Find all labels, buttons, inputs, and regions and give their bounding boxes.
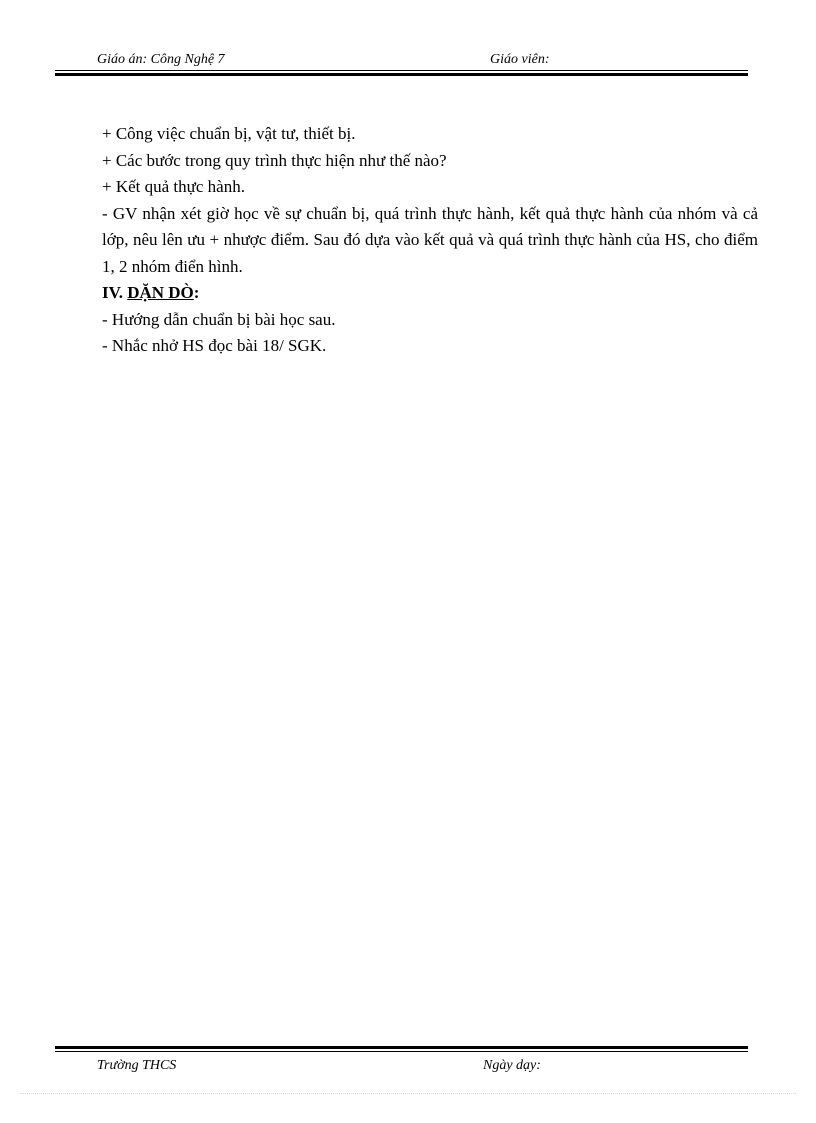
section-title: DẶN DÒ [127, 283, 194, 302]
page-content [102, 121, 758, 360]
footer-rule [55, 1046, 748, 1054]
page-header [55, 50, 748, 70]
footer-teaching-date-label: Ngày dạy: [483, 1058, 541, 1073]
header-rule [55, 70, 748, 78]
header-teacher-label: Giáo viên: [490, 52, 550, 67]
page-footer [55, 1056, 748, 1076]
homework-item-read-lesson-18: - Nhắc nhở HS đọc bài 18/ SGK. [102, 336, 327, 355]
body-teacher-evaluation: - GV nhận xét giờ học về sự chuẩn bị, quá trình thực hành, kết quả thực hành của nhóm và cả lớp, nêu lên ưu + nhược điểm. Sau đó dựa vào kết quả và quá trình thực hành của HS, cho điểm 1, 2 nhóm điển hình. [102, 203, 758, 276]
body-line-preparation: + Công việc chuẩn bị, vật tư, thiết bị. [102, 124, 356, 143]
header-lesson-plan-title: Giáo án: Công Nghệ 7 [97, 52, 225, 67]
section-heading-homework [102, 280, 758, 307]
homework-item-prepare-next-lesson: - Hướng dẫn chuẩn bị bài học sau. [102, 309, 336, 329]
body-line-practice-result: + Kết quả thực hành. [102, 177, 245, 196]
section-colon: : [193, 283, 200, 302]
body-line-process-steps: + Các bước trong quy trình thực hiện như thế nào? [102, 150, 447, 170]
footer-school-label: Trường THCS [97, 1058, 177, 1073]
section-number: IV. [102, 283, 123, 302]
page-bottom-edge [20, 1093, 796, 1094]
